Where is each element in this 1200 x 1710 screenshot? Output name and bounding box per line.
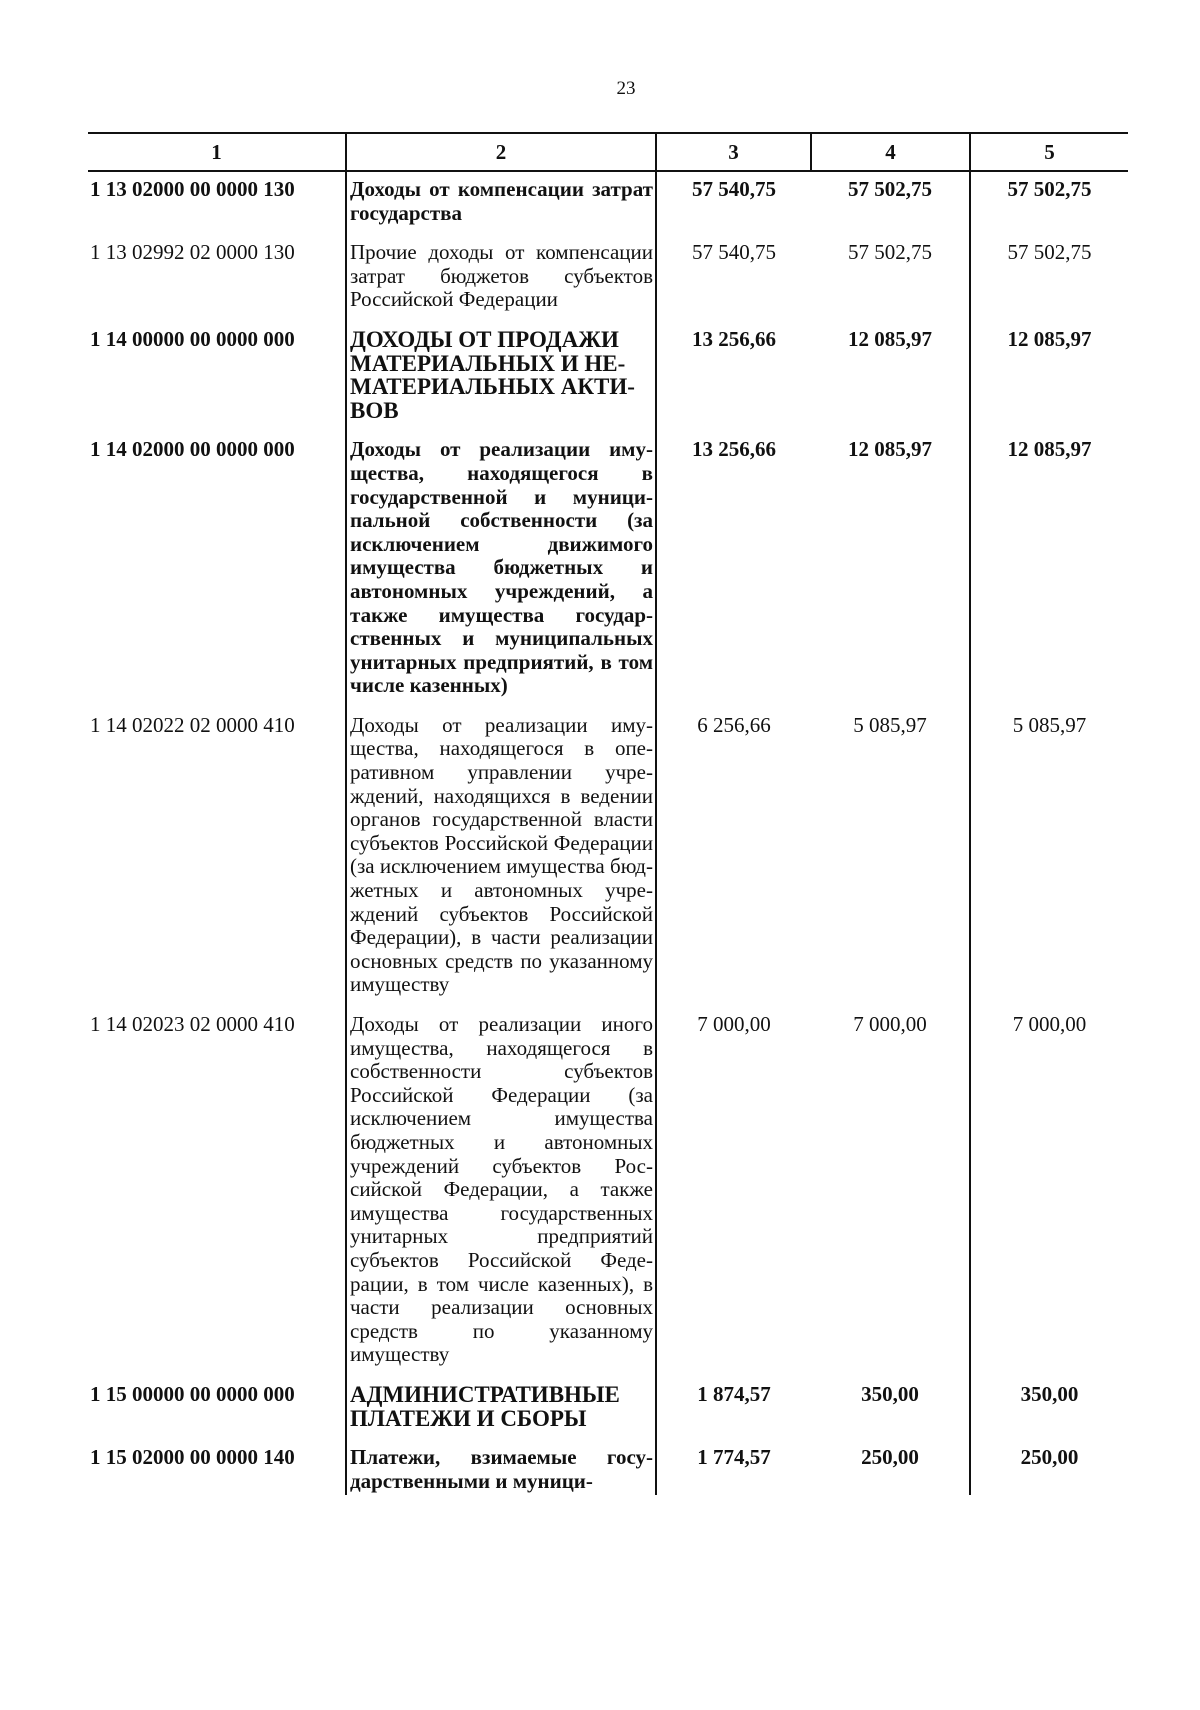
column-header-4: 4 xyxy=(811,133,970,171)
value-col4: 57 502,75 xyxy=(848,177,932,201)
value-col3: 57 540,75 xyxy=(692,177,776,201)
table-row xyxy=(88,1007,1128,1377)
value-col3: 57 540,75 xyxy=(692,240,776,265)
column-header-1: 1 xyxy=(88,133,346,171)
value-col5: 12 085,97 xyxy=(970,322,1128,432)
budget-code: 1 14 02000 00 0000 000 xyxy=(90,437,295,462)
table-header xyxy=(88,133,1128,171)
value-col5: 5 085,97 xyxy=(970,708,1128,1007)
value-col5: 350,00 xyxy=(970,1377,1128,1440)
value-col4: 57 502,75 xyxy=(848,240,932,265)
table-row xyxy=(88,432,1128,708)
table-row xyxy=(88,1440,1128,1495)
value-col3: 1 874,57 xyxy=(697,1381,771,1406)
value-col3: 6 256,66 xyxy=(697,712,771,737)
budget-code: 1 14 02022 02 0000 410 xyxy=(90,712,295,737)
revenue-name: Доходы от реализации иного имущества, находящегося в собственности субъектов Российской Федерации (за исключением имущества бюджетных и автономных учреждений субъектов Российской Федерации, а также имущества государственных унитарных предприятий субъектов Российской Федерации, в том числе казенных), в части реализации основных средств по указанному имуществу xyxy=(346,1007,656,1377)
column-header-5: 5 xyxy=(970,133,1128,171)
table-row xyxy=(88,235,1128,322)
column-header-2: 2 xyxy=(346,133,656,171)
page-number: 23 xyxy=(616,78,636,99)
revenue-name: Доходы от реализации имущества, находящегося в государственной и муниципальной собственности (за исключением движимого имущества бюджетных и автономных учреждений, а также имущества государственных и муниципальных унитарных предприятий, в том числе казенных) xyxy=(346,432,656,708)
revenue-name: Платежи, взимаемые государственными и муници- xyxy=(346,1440,656,1495)
value-col3: 13 256,66 xyxy=(692,437,776,462)
revenue-name: АДМИНИСТРАТИВНЫЕ ПЛАТЕЖИ И СБОРЫ xyxy=(346,1377,656,1440)
value-col4: 250,00 xyxy=(861,1445,919,1470)
value-col3: 7 000,00 xyxy=(697,1012,771,1036)
value-col3: 1 774,57 xyxy=(697,1445,771,1470)
value-col5: 12 085,97 xyxy=(970,432,1128,708)
budget-code: 1 14 00000 00 0000 000 xyxy=(90,326,295,351)
value-col5: 250,00 xyxy=(970,1440,1128,1495)
value-col4: 350,00 xyxy=(861,1381,919,1406)
table-row xyxy=(88,322,1128,432)
revenue-name: ДОХОДЫ ОТ ПРОДАЖИ МАТЕРИАЛЬНЫХ И НЕМАТЕРИАЛЬНЫХ АКТИВОВ xyxy=(346,322,656,432)
table-row xyxy=(88,708,1128,1007)
revenue-name: Доходы от реализации имущества, находящегося в оперативном управлении учреждений, находящихся в ведении органов государственной власти субъектов Российской Федерации (за исключением имущества бюджетных и автономных учреждений субъектов Российской Федерации), в части реализации основных средств по указанному имуществу xyxy=(346,708,656,1007)
column-header-3: 3 xyxy=(656,133,811,171)
value-col5: 7 000,00 xyxy=(970,1007,1128,1377)
budget-code: 1 14 02023 02 0000 410 xyxy=(90,1012,295,1036)
value-col5: 57 502,75 xyxy=(970,235,1128,322)
revenue-name: Прочие доходы от компенсации затрат бюджетов субъектов Российской Федерации xyxy=(346,235,656,322)
table-row xyxy=(88,1377,1128,1440)
value-col3: 13 256,66 xyxy=(692,326,776,351)
budget-code: 1 13 02000 00 0000 130 xyxy=(90,177,295,201)
table-row xyxy=(88,171,1128,235)
budget-code: 1 15 02000 00 0000 140 xyxy=(90,1445,295,1470)
budget-code: 1 15 00000 00 0000 000 xyxy=(90,1381,295,1406)
value-col4: 12 085,97 xyxy=(848,437,932,462)
value-col4: 12 085,97 xyxy=(848,326,932,351)
revenue-name: Доходы от компенсации затрат государства xyxy=(346,171,656,235)
table-body xyxy=(88,171,1128,1495)
budget-code: 1 13 02992 02 0000 130 xyxy=(90,240,295,265)
value-col4: 7 000,00 xyxy=(853,1012,927,1036)
value-col4: 5 085,97 xyxy=(853,712,927,737)
value-col5: 57 502,75 xyxy=(970,171,1128,235)
revenue-table xyxy=(88,132,1128,1495)
